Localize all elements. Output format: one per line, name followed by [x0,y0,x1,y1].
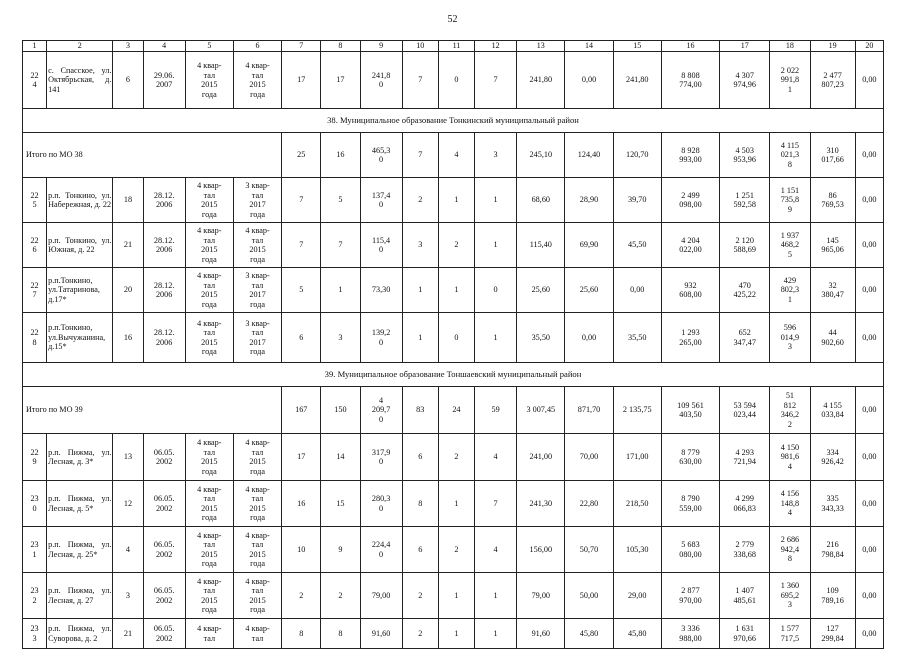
table-cell: 45,80 [613,619,661,649]
table-cell: 127 299,84 [810,619,855,649]
table-cell: 280,3 0 [360,481,402,527]
table-cell: 0,00 [855,223,883,268]
table-cell: 335 343,33 [810,481,855,527]
table-row [23,573,884,619]
section-header-row [23,109,884,133]
table-cell: 2 [402,178,438,223]
table-cell: 1 631 970,66 [720,619,770,649]
section-title: 38. Муниципальное образование Тонкинский муниципальный район [23,109,884,133]
subtotal-cell: 0,00 [855,387,883,434]
table-cell: 0,00 [855,481,883,527]
table-cell: 4 квар- тал 2015 года [233,52,281,109]
table-cell: 4 293 721,94 [720,434,770,481]
column-number-cell: 2 [47,41,113,52]
table-cell: 4 299 066,83 [720,481,770,527]
table-cell: 20 [113,268,143,313]
column-number-cell: 13 [517,41,565,52]
table-cell: 0 [475,268,517,313]
table-cell: 17 [321,52,360,109]
table-cell: 3 336 988,00 [661,619,719,649]
table-cell: 139,2 0 [360,313,402,363]
subtotal-cell: 245,10 [517,133,565,178]
table-cell: 4 квар- тал 2015 года [185,434,233,481]
table-cell: 45,50 [613,223,661,268]
table-cell: 1 [475,223,517,268]
table-cell: 0,00 [565,313,613,363]
column-number-cell: 10 [402,41,438,52]
table-cell: 79,00 [360,573,402,619]
table-cell: 28,90 [565,178,613,223]
table-cell: 14 [321,434,360,481]
column-number-cell: 17 [720,41,770,52]
table-cell: 70,00 [565,434,613,481]
table-cell: 2 [402,573,438,619]
subtotal-cell: 8 928 993,00 [661,133,719,178]
table-cell: 69,90 [565,223,613,268]
table-cell: 4 квар- тал 2015 года [233,481,281,527]
table-cell: 2 779 338,68 [720,527,770,573]
table-cell: 241,8 0 [360,52,402,109]
table-cell: 218,50 [613,481,661,527]
subtotal-cell: 3 007,45 [517,387,565,434]
table-cell: 1 [475,313,517,363]
table-cell: 8 790 559,00 [661,481,719,527]
table-cell: 44 902,60 [810,313,855,363]
table-cell: 21 [113,619,143,649]
table-row [23,223,884,268]
subtotal-cell: 3 [475,133,517,178]
subtotal-cell: 150 [321,387,360,434]
table-cell: 86 769,53 [810,178,855,223]
table-cell: 4 квар- тал [233,619,281,649]
table-cell: 0,00 [855,313,883,363]
column-number-cell: 8 [321,41,360,52]
table-cell: 1 [402,268,438,313]
table-cell: 25,60 [517,268,565,313]
table-cell: 4 квар- тал 2015 года [185,527,233,573]
table-cell: 06.05. 2002 [143,573,185,619]
table-cell: 5 [321,178,360,223]
table-row [23,52,884,109]
subtotal-cell: 109 561 403,50 [661,387,719,434]
table-cell: 8 [402,481,438,527]
table-cell: 2 686 942,4 8 [770,527,810,573]
table-cell: 28.12. 2006 [143,268,185,313]
table-cell: 16 [113,313,143,363]
column-number-cell: 15 [613,41,661,52]
table-cell: 2 [402,619,438,649]
page-number: 52 [447,14,458,25]
table-cell: 7 [321,223,360,268]
table-cell: 8 808 774,00 [661,52,719,109]
table-cell: 8 [282,619,321,649]
table-cell: 17 [282,434,321,481]
table-row [23,527,884,573]
table-cell: 4 квар- тал 2015 года [233,434,281,481]
table-cell: 7 [282,178,321,223]
address-cell: с. Спасское, ул. Октябрьская, д. 141 [47,52,113,109]
table-cell: 2 [438,527,474,573]
table-cell: 4 квар- тал 2015 года [185,178,233,223]
subtotal-cell: 16 [321,133,360,178]
table-cell: 4 [475,527,517,573]
table-cell: 145 965,06 [810,223,855,268]
address-cell: р.п. Пижма, ул. Лесная, д. 5* [47,481,113,527]
table-cell: 15 [321,481,360,527]
table-cell: 6 [282,313,321,363]
table-row [23,268,884,313]
table-row [23,178,884,223]
table-cell: 73,30 [360,268,402,313]
subtotal-cell: 25 [282,133,321,178]
subtotal-cell: 310 017,66 [810,133,855,178]
table-cell: 1 [438,619,474,649]
table-cell: 317,9 0 [360,434,402,481]
table-cell: 5 [282,268,321,313]
table-cell: 3 [321,313,360,363]
subtotal-cell: 59 [475,387,517,434]
table-cell: 1 [475,573,517,619]
table-cell: 4 квар- тал 2015 года [185,481,233,527]
table-cell: 22,80 [565,481,613,527]
table-cell: 28.12. 2006 [143,313,185,363]
table-cell: 0,00 [613,268,661,313]
table-cell: 0,00 [565,52,613,109]
address-cell: р.п. Пижма, ул. Лесная, д. 25* [47,527,113,573]
column-number-cell: 5 [185,41,233,52]
table-cell: 29.06. 2007 [143,52,185,109]
subtotal-cell: 871,70 [565,387,613,434]
table-cell: 4 156 148,8 4 [770,481,810,527]
table-cell: 79,00 [517,573,565,619]
table-cell: 7 [475,481,517,527]
row-number-cell: 22 9 [23,434,47,481]
table-cell: 2 022 991,8 1 [770,52,810,109]
table-cell: 4 квар- тал 2015 года [185,223,233,268]
subtotal-label: Итого по МО 38 [23,133,282,178]
table-cell: 35,50 [517,313,565,363]
table-cell: 3 квар- тал 2017 года [233,313,281,363]
table-cell: 1 151 735,8 9 [770,178,810,223]
table-cell: 4 квар- тал 2015 года [185,313,233,363]
table-cell: 1 251 592,58 [720,178,770,223]
table-cell: 1 [475,178,517,223]
table-cell: 25,60 [565,268,613,313]
subtotal-row [23,387,884,434]
table-cell: 115,4 0 [360,223,402,268]
table-cell: 1 [321,268,360,313]
table-cell: 596 014,9 3 [770,313,810,363]
row-number-cell: 23 1 [23,527,47,573]
table-cell: 156,00 [517,527,565,573]
table-cell: 2 120 588,69 [720,223,770,268]
subtotal-cell: 120,70 [613,133,661,178]
row-number-cell: 22 4 [23,52,47,109]
table-cell: 1 937 468,2 5 [770,223,810,268]
table-cell: 137,4 0 [360,178,402,223]
table-cell: 10 [282,527,321,573]
table-row [23,313,884,363]
column-number-row [23,41,884,52]
table-cell: 17 [282,52,321,109]
table-cell: 4 [475,434,517,481]
address-cell: р.п.Тонкино, ул.Татаринова, д.17* [47,268,113,313]
table-cell: 932 608,00 [661,268,719,313]
table-cell: 216 798,84 [810,527,855,573]
table-cell: 334 926,42 [810,434,855,481]
table-cell: 0,00 [855,52,883,109]
table-cell: 7 [402,52,438,109]
column-number-cell: 18 [770,41,810,52]
table-cell: 45,80 [565,619,613,649]
table-cell: 652 347,47 [720,313,770,363]
table-cell: 2 [438,434,474,481]
table-cell: 28.12. 2006 [143,223,185,268]
table-cell: 0,00 [855,619,883,649]
table-cell: 4 квар- тал 2015 года [233,527,281,573]
address-cell: р.п. Пижма, ул. Лесная, д. 3* [47,434,113,481]
address-cell: р.п. Тонкино, ул. Набережная, д. 22 [47,178,113,223]
table-cell: 1 [402,313,438,363]
column-number-cell: 4 [143,41,185,52]
column-number-cell: 11 [438,41,474,52]
table-cell: 1 293 265,00 [661,313,719,363]
subtotal-cell: 124,40 [565,133,613,178]
table-cell: 0,00 [855,573,883,619]
subtotal-cell: 4 [438,133,474,178]
table-cell: 9 [321,527,360,573]
table-cell: 3 квар- тал 2017 года [233,268,281,313]
subtotal-cell: 4 115 021,3 8 [770,133,810,178]
column-number-cell: 20 [855,41,883,52]
subtotal-cell: 0,00 [855,133,883,178]
table-cell: 3 квар- тал 2017 года [233,178,281,223]
table-cell: 4 квар- тал 2015 года [185,268,233,313]
table-cell: 1 [438,481,474,527]
table-cell: 06.05. 2002 [143,619,185,649]
address-cell: р.п. Пижма, ул. Суворова, д. 2 [47,619,113,649]
subtotal-cell: 51 812 346,2 2 [770,387,810,434]
table-cell: 28.12. 2006 [143,178,185,223]
subtotal-label: Итого по МО 39 [23,387,282,434]
table-cell: 18 [113,178,143,223]
subtotal-cell: 7 [402,133,438,178]
table-cell: 241,30 [517,481,565,527]
table-cell: 2 499 098,00 [661,178,719,223]
table-cell: 6 [113,52,143,109]
table-cell: 50,70 [565,527,613,573]
table-cell: 4 квар- тал 2015 года [185,52,233,109]
column-number-cell: 16 [661,41,719,52]
table-cell: 4 квар- тал [185,619,233,649]
section-title: 39. Муниципальное образование Тоншаевский муниципальный район [23,363,884,387]
subtotal-row [23,133,884,178]
subtotal-cell: 83 [402,387,438,434]
subtotal-cell: 4 209,7 0 [360,387,402,434]
subtotal-cell: 465,3 0 [360,133,402,178]
row-number-cell: 22 7 [23,268,47,313]
table-cell: 29,00 [613,573,661,619]
table-cell: 8 779 630,00 [661,434,719,481]
subtotal-cell: 53 594 023,44 [720,387,770,434]
column-number-cell: 6 [233,41,281,52]
table-cell: 91,60 [360,619,402,649]
table-cell: 1 [438,268,474,313]
register-table [22,40,884,649]
column-number-cell: 3 [113,41,143,52]
section-header-row [23,363,884,387]
subtotal-cell: 4 155 033,84 [810,387,855,434]
table-cell: 4 [113,527,143,573]
table-cell: 241,80 [613,52,661,109]
table-cell: 2 [282,573,321,619]
table-cell: 1 407 485,61 [720,573,770,619]
column-number-cell: 9 [360,41,402,52]
table-cell: 2 [438,223,474,268]
table-cell: 1 [438,573,474,619]
table-cell: 12 [113,481,143,527]
subtotal-cell: 4 503 953,96 [720,133,770,178]
table-cell: 5 683 080,00 [661,527,719,573]
table-cell: 2 477 807,23 [810,52,855,109]
table-cell: 0,00 [855,178,883,223]
row-number-cell: 23 0 [23,481,47,527]
table-cell: 32 380,47 [810,268,855,313]
column-number-cell: 14 [565,41,613,52]
table-cell: 06.05. 2002 [143,481,185,527]
table-cell: 21 [113,223,143,268]
row-number-cell: 23 2 [23,573,47,619]
subtotal-cell: 2 135,75 [613,387,661,434]
table-cell: 429 802,3 1 [770,268,810,313]
table-cell: 8 [321,619,360,649]
address-cell: р.п.Тонкино, ул.Вычужанина, д.15* [47,313,113,363]
table-cell: 0 [438,313,474,363]
table-cell: 7 [282,223,321,268]
table-row [23,481,884,527]
table-cell: 0,00 [855,527,883,573]
table-cell: 68,60 [517,178,565,223]
table-cell: 2 [321,573,360,619]
column-number-cell: 12 [475,41,517,52]
table-cell: 0 [438,52,474,109]
table-cell: 1 [438,178,474,223]
table-cell: 4 квар- тал 2015 года [233,223,281,268]
column-number-cell: 7 [282,41,321,52]
table-cell: 7 [475,52,517,109]
row-number-cell: 22 5 [23,178,47,223]
table-cell: 470 425,22 [720,268,770,313]
table-cell: 91,60 [517,619,565,649]
table-cell: 2 877 970,00 [661,573,719,619]
table-cell: 3 [113,573,143,619]
address-cell: р.п. Тонкино, ул. Южная, д. 22 [47,223,113,268]
table-cell: 4 квар- тал 2015 года [233,573,281,619]
table-cell: 4 307 974,96 [720,52,770,109]
table-cell: 6 [402,434,438,481]
column-number-cell: 19 [810,41,855,52]
table-cell: 16 [282,481,321,527]
table-cell: 0,00 [855,268,883,313]
table-cell: 4 204 022,00 [661,223,719,268]
table-cell: 1 360 695,2 3 [770,573,810,619]
table-cell: 35,50 [613,313,661,363]
table-cell: 241,00 [517,434,565,481]
row-number-cell: 22 6 [23,223,47,268]
table-cell: 224,4 0 [360,527,402,573]
table-cell: 4 150 981,6 4 [770,434,810,481]
table-cell: 109 789,16 [810,573,855,619]
table-cell: 3 [402,223,438,268]
address-cell: р.п. Пижма, ул. Лесная, д. 27 [47,573,113,619]
table-cell: 1 [475,619,517,649]
table-cell: 115,40 [517,223,565,268]
subtotal-cell: 24 [438,387,474,434]
table-row [23,434,884,481]
table-cell: 105,30 [613,527,661,573]
table-cell: 4 квар- тал 2015 года [185,573,233,619]
table-cell: 06.05. 2002 [143,434,185,481]
row-number-cell: 23 3 [23,619,47,649]
table-cell: 50,00 [565,573,613,619]
table-cell: 0,00 [855,434,883,481]
table-cell: 241,80 [517,52,565,109]
table-cell: 1 577 717,5 [770,619,810,649]
table-row [23,619,884,649]
column-number-cell: 1 [23,41,47,52]
table-cell: 171,00 [613,434,661,481]
table-cell: 6 [402,527,438,573]
table-cell: 06.05. 2002 [143,527,185,573]
row-number-cell: 22 8 [23,313,47,363]
table-cell: 13 [113,434,143,481]
table-cell: 39,70 [613,178,661,223]
subtotal-cell: 167 [282,387,321,434]
